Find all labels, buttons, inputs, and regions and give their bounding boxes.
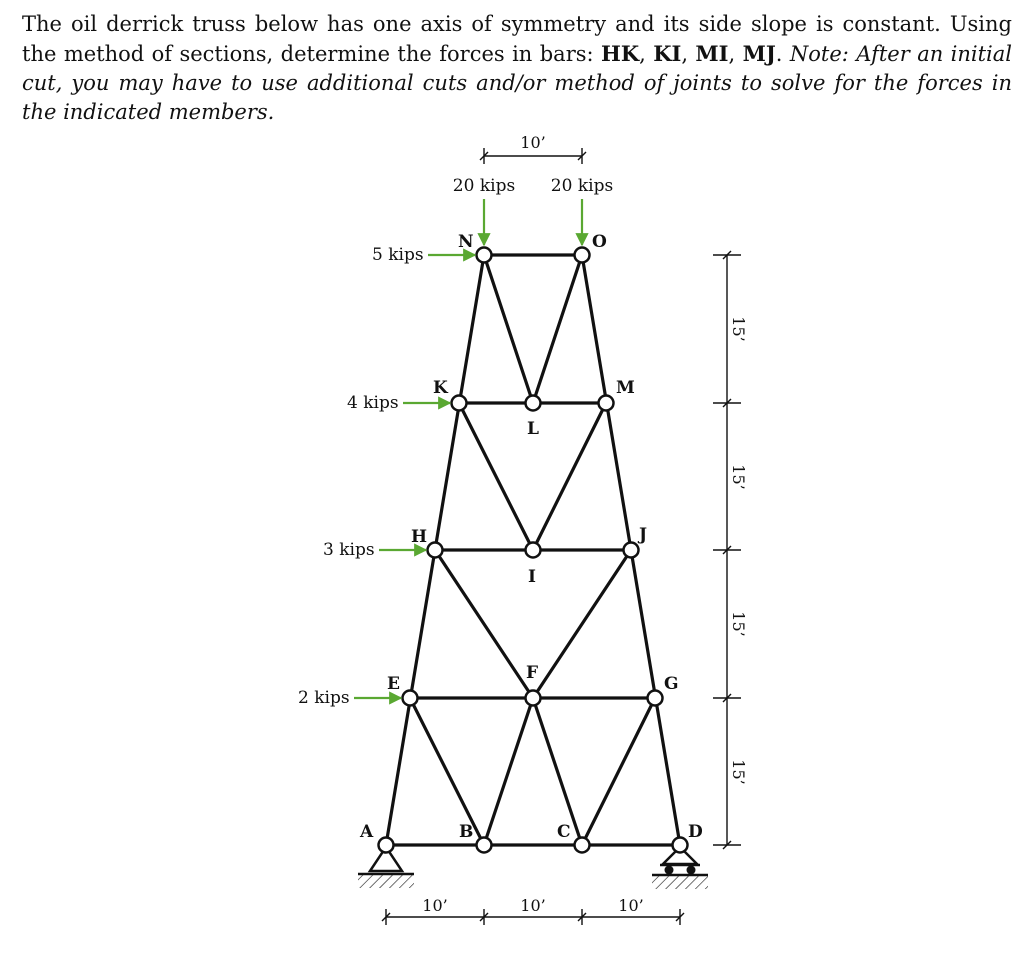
label-i: I (528, 567, 536, 587)
label-g: G (664, 674, 679, 694)
label-l: L (527, 419, 539, 439)
label-j: J (639, 525, 648, 545)
label-e: E (387, 674, 400, 694)
bar-mj: MJ (742, 41, 776, 66)
problem-note: Note: After an initial cut, you may have to use additional cuts and/or method of joints to solve for the forces in the indicated members. (22, 42, 1013, 124)
dim-label-bottom-3: 10’ (618, 896, 644, 915)
label-b: B (459, 822, 474, 842)
separator: , (639, 42, 654, 66)
load-label-n-horizontal: 5 kips (372, 245, 424, 265)
label-c: C (557, 822, 571, 842)
joint-k (452, 396, 467, 411)
load-label-e-horizontal: 2 kips (298, 688, 350, 708)
joint-e (403, 691, 418, 706)
member-fj (533, 550, 631, 698)
separator: . (775, 42, 790, 66)
joint-a (379, 838, 394, 853)
member-lo (533, 255, 582, 403)
problem-intro: The oil derrick truss below has one axis of symmetry and its side slope is constant. Using the method of sections, determine the forces in bars: (22, 12, 1012, 66)
dim-label-height-4: 15’ (729, 759, 748, 785)
bar-hk: HK (601, 41, 640, 66)
label-a: A (360, 822, 374, 842)
member-im (533, 403, 606, 550)
label-d: D (688, 822, 703, 842)
load-label-k-horizontal: 4 kips (347, 393, 399, 413)
load-label-h-horizontal: 3 kips (323, 540, 375, 560)
bar-ki: KI (653, 41, 682, 66)
joint-l (526, 396, 541, 411)
dim-label-height-1: 15’ (729, 316, 748, 342)
joint-j (624, 543, 639, 558)
load-arrows (354, 199, 582, 698)
separator: , (728, 42, 743, 66)
joint-g (648, 691, 663, 706)
joint-o (575, 248, 590, 263)
joint-labels (359, 232, 703, 842)
member-hf (435, 550, 533, 698)
joint-n (477, 248, 492, 263)
label-o: O (592, 232, 607, 252)
member-nl (484, 255, 533, 403)
member-ki (459, 403, 533, 550)
bar-mi: MI (695, 41, 729, 66)
dim-label-top: 10’ (520, 133, 546, 152)
label-m: M (616, 378, 635, 398)
member-cg (582, 698, 655, 845)
member-bf (484, 698, 533, 845)
load-label-o-vertical: 20 kips (550, 176, 614, 196)
separator: , (681, 42, 696, 66)
joint-d (673, 838, 688, 853)
label-n: N (458, 232, 474, 252)
joint-i (526, 543, 541, 558)
joint-m (599, 396, 614, 411)
load-label-n-vertical: 20 kips (452, 176, 516, 196)
label-h: H (411, 527, 428, 547)
label-k: K (433, 378, 448, 398)
joint-f (526, 691, 541, 706)
dim-label-bottom-2: 10’ (520, 896, 546, 915)
joint-b (477, 838, 492, 853)
dim-label-height-2: 15’ (729, 464, 748, 490)
joint-h (428, 543, 443, 558)
joint-c (575, 838, 590, 853)
dim-label-bottom-1: 10’ (422, 896, 448, 915)
dim-label-height-3: 15’ (729, 611, 748, 637)
label-f: F (526, 663, 539, 683)
